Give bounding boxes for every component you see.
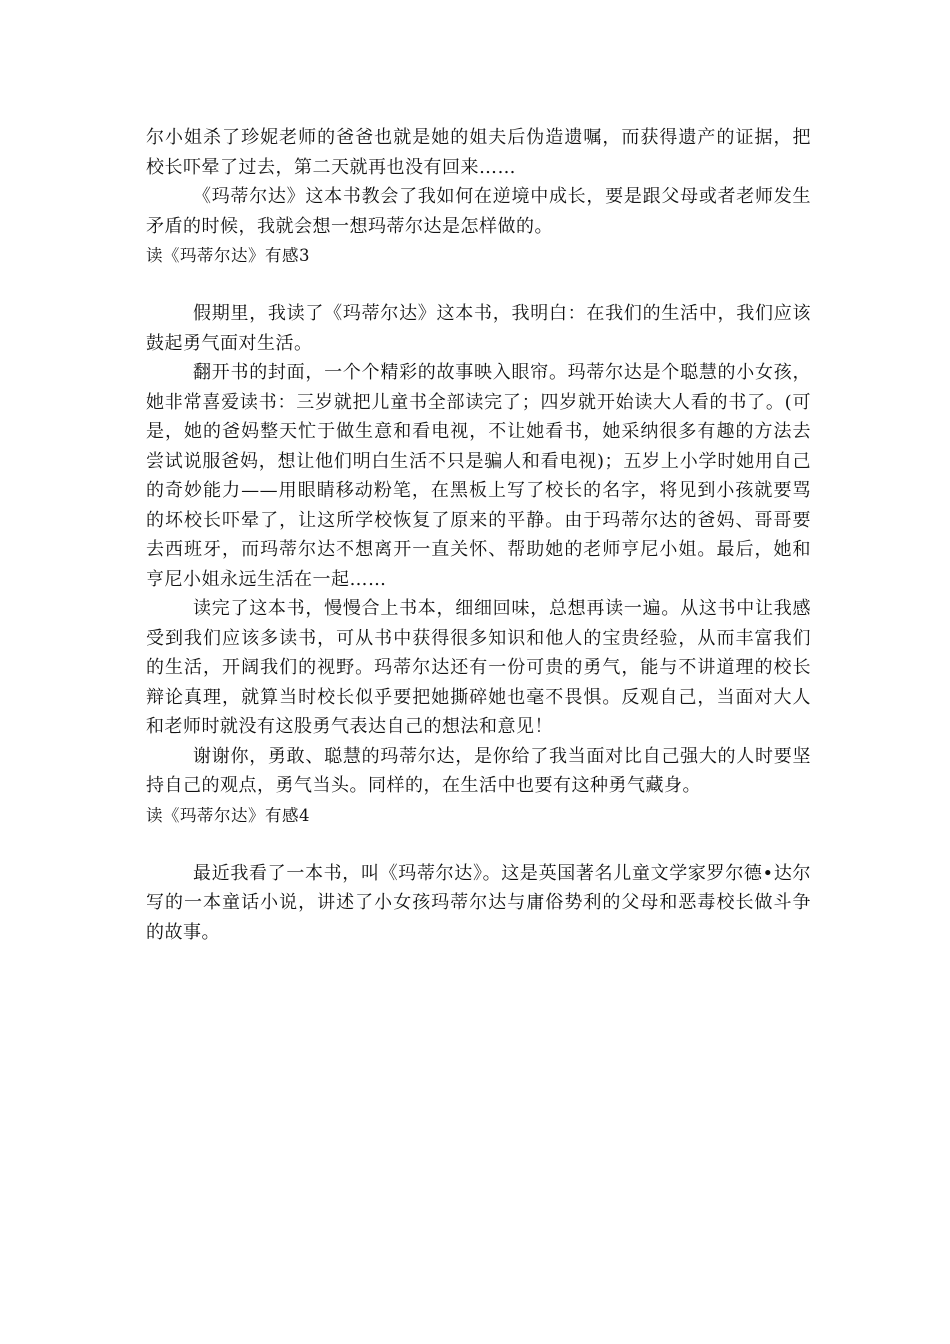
blank-line [146, 830, 811, 859]
paragraph: 谢谢你，勇敢、聪慧的玛蒂尔达，是你给了我当面对比自己强大的人时要坚持自己的观点，勇气当头。同样的，在生活中也要有这种勇气藏身。 [146, 745, 811, 796]
section-heading-3: 读《玛蒂尔达》有感3 [146, 246, 310, 265]
paragraph: 读完了这本书，慢慢合上书本，细细回味，总想再读一遍。从这书中让我感受到我们应该多读书，可从书中获得很多知识和他人的宝贵经验，从而丰富我们的生活，开阔我们的视野。玛蒂尔达还有一份可贵的勇气，能与不讲道理的校长辩论真理，就算当时校长似乎要把她撕碎她也毫不畏惧。反观自己，当面对大人和老师时就没有这股勇气表达自己的想法和意见！ [146, 598, 811, 737]
blank-line [146, 270, 811, 299]
paragraph: 翻开书的封面，一个个精彩的故事映入眼帘。玛蒂尔达是个聪慧的小女孩，她非常喜爱读书：三岁就把儿童书全部读完了；四岁就开始读大人看的书了。(可是，她的爸妈整天忙于做生意和看电视，不让她看书，她采纳很多有趣的方法去尝试说服爸妈，想让他们明白生活不只是骗人和看电视)；五岁上小学时她用自己的奇妙能力——用眼睛移动粉笔，在黑板上写了校长的名字，将见到小孩就要骂的坏校长吓晕了，让这所学校恢复了原来的平静。由于玛蒂尔达的爸妈、哥哥要去西班牙，而玛蒂尔达不想离开一直关怀、帮助她的老师亨尼小姐。最后，她和亨尼小姐永远生活在一起…… [146, 362, 811, 590]
paragraph: 假期里，我读了《玛蒂尔达》这本书，我明白：在我们的生活中，我们应该鼓起勇气面对生活。 [146, 303, 811, 354]
paragraph: 最近我看了一本书，叫《玛蒂尔达》。这是英国著名儿童文学家罗尔德•达尔写的一本童话小说，讲述了小女孩玛蒂尔达与庸俗势利的父母和恶毒校长做斗争的故事。 [146, 862, 811, 943]
paragraph: 《玛蒂尔达》这本书教会了我如何在逆境中成长，要是跟父母或者老师发生矛盾的时候，我就会想一想玛蒂尔达是怎样做的。 [146, 186, 811, 237]
document-body [146, 123, 811, 947]
paragraph: 尔小姐杀了珍妮老师的爸爸也就是她的姐夫后伪造遗嘱，而获得遗产的证据，把校长吓晕了过去，第二天就再也没有回来…… [146, 127, 811, 178]
section-heading-4: 读《玛蒂尔达》有感4 [146, 805, 310, 825]
